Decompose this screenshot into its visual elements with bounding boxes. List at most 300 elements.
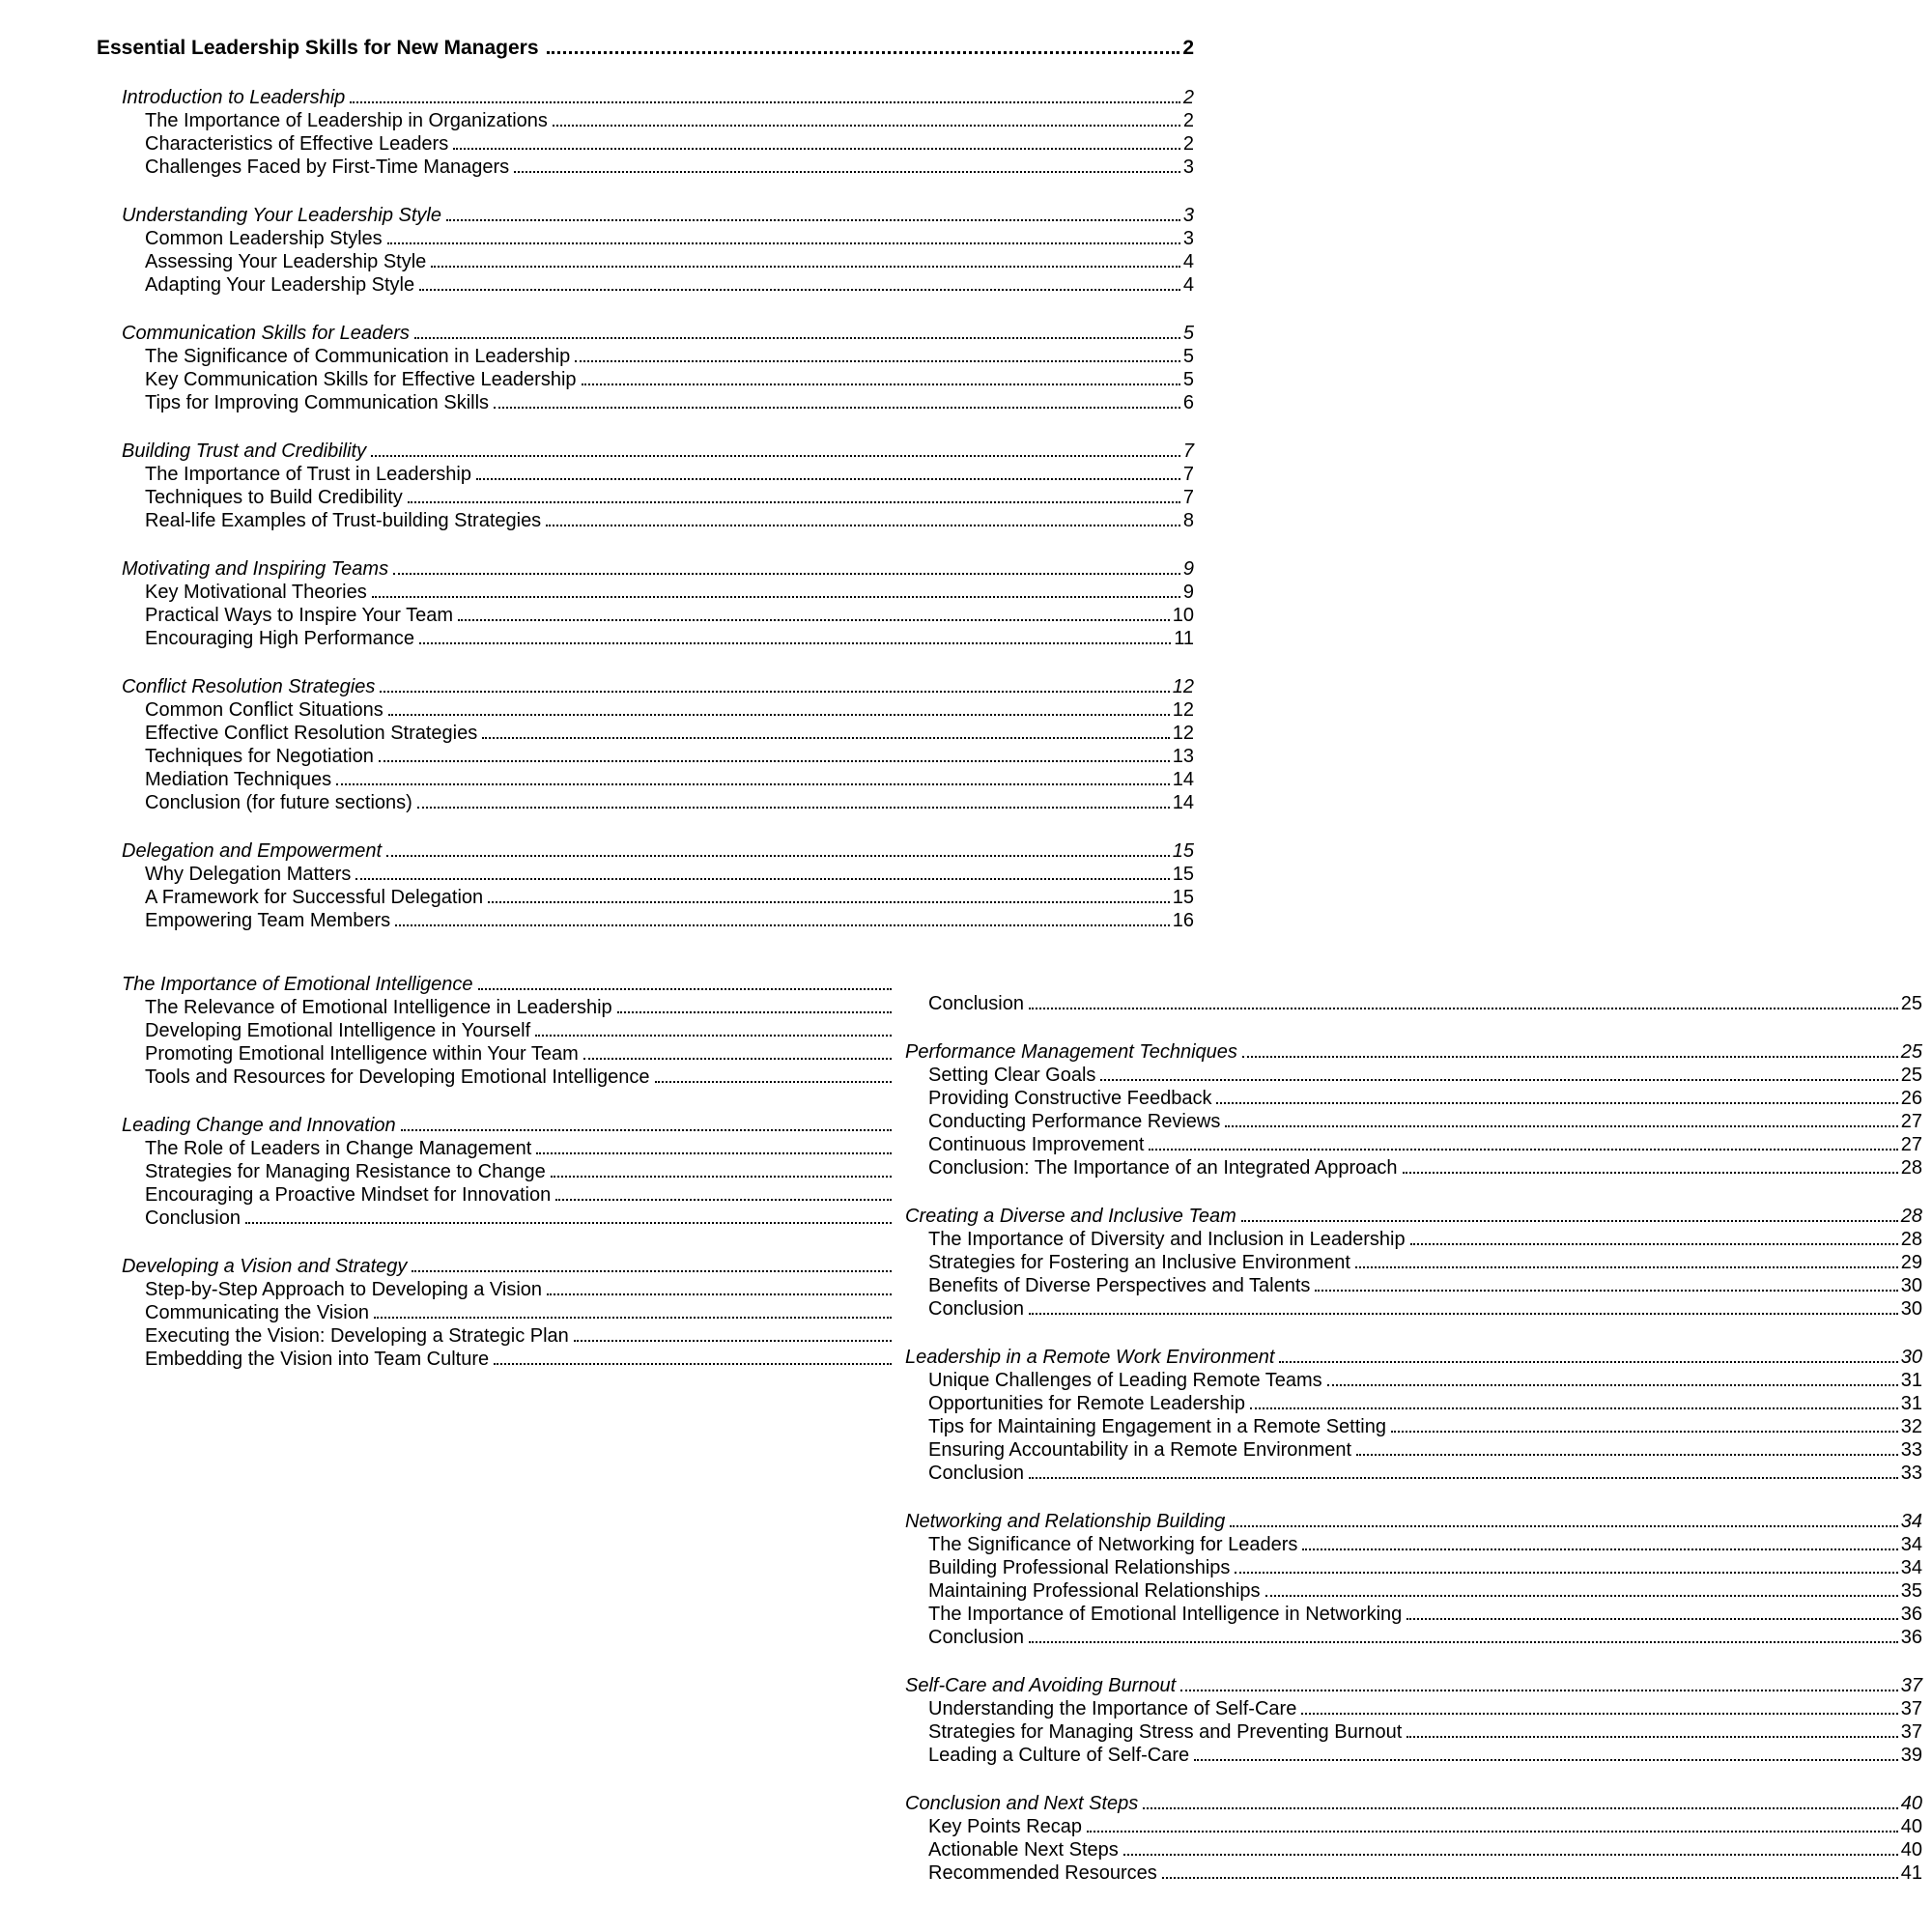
toc-sub-entry[interactable]	[928, 1111, 1922, 1134]
dot-leader	[1241, 1220, 1898, 1222]
toc-entry-label[interactable]: Motivating and Inspiring Teams	[122, 558, 389, 580]
dot-leader	[617, 1011, 892, 1013]
toc-entry-label[interactable]: Challenges Faced by First-Time Managers	[145, 156, 510, 178]
toc-page-number: 14	[1172, 769, 1194, 790]
toc-entry-label[interactable]: Understanding the Importance of Self-Care	[928, 1698, 1297, 1719]
toc-entry-label[interactable]: Strategies for Managing Stress and Preventing Burnout	[928, 1721, 1403, 1743]
toc-entry-label[interactable]: Tools and Resources for Developing Emotional Intelligence	[145, 1066, 650, 1088]
toc-entry-label[interactable]: Creating a Diverse and Inclusive Team	[905, 1206, 1236, 1227]
dot-leader	[476, 478, 1180, 480]
toc-sub-entry[interactable]	[928, 1275, 1922, 1298]
toc-sub-entry[interactable]	[145, 1325, 895, 1349]
toc-page-number: 2	[1182, 110, 1194, 131]
toc-entry-label[interactable]: A Framework for Successful Delegation	[145, 887, 484, 908]
toc-sub-entry[interactable]	[145, 1020, 895, 1043]
toc-entry-label[interactable]: Conclusion	[145, 1208, 241, 1229]
toc-entry-label[interactable]: Common Conflict Situations	[145, 699, 384, 721]
toc-page-number: 3	[1182, 156, 1194, 178]
toc-top-groups	[97, 87, 1194, 933]
dot-leader	[1216, 1102, 1897, 1104]
toc-group	[97, 974, 895, 1090]
dot-leader	[494, 407, 1180, 409]
dot-leader	[1403, 1172, 1898, 1174]
toc-entry-label[interactable]: Effective Conflict Resolution Strategies	[145, 723, 478, 744]
toc-group	[880, 1347, 1922, 1486]
toc-entry-label[interactable]: Empowering Team Members	[145, 910, 391, 931]
toc-entry-label[interactable]: The Significance of Networking for Leaders	[928, 1534, 1298, 1555]
toc-sub-entry[interactable]	[145, 746, 1194, 769]
toc-sub-entry[interactable]	[145, 133, 1194, 156]
toc-entry-label[interactable]: Common Leadership Styles	[145, 228, 383, 249]
dot-leader	[1230, 1525, 1897, 1527]
toc-sub-entry[interactable]	[928, 1816, 1922, 1839]
toc-sub-entry[interactable]	[928, 1839, 1922, 1862]
toc-group	[97, 676, 1194, 815]
toc-page-number: 35	[1900, 1580, 1922, 1602]
toc-sub-entry[interactable]	[145, 464, 1194, 487]
dot-leader	[371, 455, 1180, 457]
dot-leader	[1143, 1807, 1898, 1809]
toc-group	[97, 1256, 895, 1372]
dot-leader	[551, 1176, 892, 1178]
toc-page-number: 37	[1900, 1675, 1922, 1696]
toc-sub-entry[interactable]	[928, 1229, 1922, 1252]
toc-sub-entry[interactable]	[145, 723, 1194, 746]
dot-leader	[414, 337, 1180, 339]
toc-page-number: 3	[1182, 205, 1194, 226]
toc-section-entry[interactable]	[905, 1206, 1922, 1229]
toc-entry-label[interactable]: Conclusion: The Importance of an Integrated Approach	[928, 1157, 1398, 1179]
toc-entry-label[interactable]: Tips for Maintaining Engagement in a Remote Setting	[928, 1416, 1386, 1437]
toc-entry-label[interactable]: Continuous Improvement	[928, 1134, 1145, 1155]
toc-entry-label[interactable]: Delegation and Empowerment	[122, 840, 383, 862]
dot-leader	[388, 714, 1170, 716]
dot-leader	[655, 1081, 892, 1083]
toc-sub-entry[interactable]	[145, 769, 1194, 792]
toc-group	[97, 205, 1194, 298]
dot-leader	[1225, 1125, 1897, 1127]
toc-entry-label[interactable]: Understanding Your Leadership Style	[122, 205, 441, 226]
toc-sub-entry[interactable]	[145, 1184, 895, 1208]
toc-entry-label[interactable]: Encouraging High Performance	[145, 628, 415, 649]
toc-entry-label[interactable]: The Role of Leaders in Change Management	[145, 1138, 532, 1159]
toc-entry-label[interactable]: The Significance of Communication in Leadership	[145, 346, 571, 367]
dot-leader	[535, 1035, 892, 1037]
dot-leader	[1180, 1690, 1898, 1691]
toc-sub-entry[interactable]	[145, 1043, 895, 1066]
dot-leader	[245, 1222, 892, 1224]
toc-page-number: 29	[1900, 1252, 1922, 1273]
toc-sub-entry[interactable]	[928, 1065, 1922, 1088]
toc-sub-entry[interactable]	[928, 1862, 1922, 1886]
toc-entry-label[interactable]: Maintaining Professional Relationships	[928, 1580, 1261, 1602]
toc-page-number: 15	[1172, 840, 1194, 862]
toc-entry-label[interactable]: Actionable Next Steps	[928, 1839, 1119, 1861]
toc-page-number: 30	[1900, 1298, 1922, 1320]
toc-sub-entry[interactable]	[145, 156, 1194, 180]
dot-leader	[1029, 1477, 1898, 1479]
toc-sub-entry[interactable]	[145, 792, 1194, 815]
toc-entry-label[interactable]: Embedding the Vision into Team Culture	[145, 1349, 490, 1370]
toc-sub-entry[interactable]	[928, 1534, 1922, 1557]
toc-entry-label[interactable]: The Importance of Trust in Leadership	[145, 464, 471, 485]
dot-leader	[386, 855, 1170, 857]
dot-leader	[395, 924, 1170, 926]
toc-entry-label[interactable]: Conclusion	[928, 1298, 1024, 1320]
toc-page-number: 31	[1900, 1393, 1922, 1414]
toc-sub-entry[interactable]	[145, 582, 1194, 605]
toc-sub-entry[interactable]	[928, 1416, 1922, 1439]
toc-page-number: 4	[1182, 251, 1194, 272]
toc-page-number: 7	[1182, 440, 1194, 462]
toc-entry-label[interactable]: Performance Management Techniques	[905, 1041, 1237, 1063]
toc-page-number: 13	[1172, 746, 1194, 767]
toc-page-number: 34	[1900, 1511, 1922, 1532]
dot-leader	[1029, 1008, 1898, 1009]
toc-section-entry[interactable]	[122, 440, 1194, 464]
toc-entry-label[interactable]: Building Trust and Credibility	[122, 440, 367, 462]
toc-main-section	[97, 37, 1194, 933]
toc-page-number: 2	[1182, 37, 1194, 59]
dot-leader	[547, 51, 1180, 54]
toc-entry-label[interactable]: Conclusion	[928, 993, 1024, 1014]
toc-sub-entry[interactable]	[145, 1349, 895, 1372]
toc-entry-label[interactable]: Conclusion	[928, 1463, 1024, 1484]
dot-leader	[380, 691, 1169, 693]
dot-leader	[458, 619, 1170, 621]
toc-sub-entry[interactable]	[928, 1698, 1922, 1721]
toc-page-number: 16	[1172, 910, 1194, 931]
dot-leader	[1029, 1313, 1898, 1315]
dot-leader	[1406, 1618, 1897, 1620]
toc-page-number: 12	[1172, 699, 1194, 721]
toc-sub-entry[interactable]	[145, 110, 1194, 133]
dot-leader	[1250, 1407, 1898, 1409]
toc-page-number: 40	[1900, 1816, 1922, 1837]
dot-leader	[482, 737, 1170, 739]
toc-page-number: 5	[1182, 346, 1194, 367]
toc-section-entry[interactable]	[905, 1041, 1922, 1065]
dot-leader	[1029, 1641, 1898, 1643]
toc-section-entry[interactable]	[122, 1256, 895, 1279]
toc-entry-label[interactable]: The Importance of Emotional Intelligence	[122, 974, 473, 995]
toc-section-entry[interactable]	[122, 87, 1194, 110]
toc-sub-entry[interactable]	[928, 1745, 1922, 1768]
toc-page-number: 34	[1900, 1557, 1922, 1578]
toc-entry-label[interactable]: Mediation Techniques	[145, 769, 332, 790]
toc-entry-label[interactable]: Developing a Vision and Strategy	[122, 1256, 408, 1277]
toc-entry-label[interactable]: Encouraging a Proactive Mindset for Innovation	[145, 1184, 552, 1206]
toc-page-number: 15	[1172, 864, 1194, 885]
toc-page-number: 36	[1900, 1627, 1922, 1648]
toc-page-number: 30	[1900, 1275, 1922, 1296]
toc-entry-label[interactable]: Communication Skills for Leaders	[122, 323, 410, 344]
dot-leader	[1123, 1854, 1898, 1856]
toc-page-number: 11	[1174, 628, 1194, 649]
toc-sub-entry[interactable]	[145, 887, 1194, 910]
toc-page-number: 37	[1900, 1721, 1922, 1743]
toc-entry-label[interactable]: Step-by-Step Approach to Developing a Vision	[145, 1279, 543, 1300]
toc-sub-entry[interactable]	[145, 605, 1194, 628]
toc-section-entry[interactable]	[122, 974, 895, 997]
toc-sub-entry[interactable]	[928, 1370, 1922, 1393]
toc-entry-label[interactable]: The Importance of Leadership in Organizations	[145, 110, 548, 131]
toc-entry-label[interactable]: Setting Clear Goals	[928, 1065, 1096, 1086]
dot-leader	[1302, 1548, 1897, 1550]
toc-sub-entry[interactable]	[928, 1463, 1922, 1486]
dot-leader	[575, 360, 1180, 362]
toc-sub-entry[interactable]	[145, 392, 1194, 415]
dot-leader	[417, 807, 1170, 809]
toc-sub-entry[interactable]	[145, 1208, 895, 1231]
toc-entry-label[interactable]: Developing Emotional Intelligence in Yourself	[145, 1020, 531, 1041]
dot-leader	[1100, 1079, 1897, 1081]
toc-sub-entry[interactable]	[145, 864, 1194, 887]
toc-section-entry[interactable]	[905, 1511, 1922, 1534]
dot-leader	[1410, 1243, 1898, 1245]
dot-leader	[374, 1317, 892, 1319]
toc-page-number: 36	[1900, 1604, 1922, 1625]
dot-leader	[401, 1129, 892, 1131]
toc-entry-label[interactable]: Executing the Vision: Developing a Strategic Plan	[145, 1325, 569, 1347]
dot-leader	[547, 1293, 892, 1295]
toc-sub-entry[interactable]	[145, 1161, 895, 1184]
dot-leader	[1406, 1736, 1897, 1738]
toc-entry-label[interactable]: Self-Care and Avoiding Burnout	[905, 1675, 1177, 1696]
toc-page-number: 14	[1172, 792, 1194, 813]
toc-page-number: 25	[1900, 993, 1922, 1014]
dot-leader	[412, 1270, 892, 1272]
toc-section-entry[interactable]	[122, 676, 1194, 699]
dot-leader	[446, 219, 1180, 221]
dot-leader	[408, 501, 1180, 503]
toc-entry-label[interactable]: Providing Constructive Feedback	[928, 1088, 1212, 1109]
toc-entry-label[interactable]: Conflict Resolution Strategies	[122, 676, 376, 697]
toc-page-number: 3	[1182, 228, 1194, 249]
toc-sub-entry[interactable]	[145, 1138, 895, 1161]
toc-page-number: 25	[1900, 1041, 1922, 1063]
toc-sub-entry[interactable]	[145, 487, 1194, 510]
toc-sub-entry[interactable]	[928, 1627, 1922, 1650]
toc-page-number: 12	[1172, 676, 1194, 697]
toc-title-entry[interactable]	[97, 37, 1194, 62]
toc-page-number: 40	[1900, 1793, 1922, 1814]
dot-leader	[1194, 1759, 1898, 1761]
toc-sub-entry[interactable]	[928, 1134, 1922, 1157]
toc-section-entry[interactable]	[122, 840, 1194, 864]
toc-group	[97, 840, 1194, 933]
toc-sub-entry[interactable]	[145, 1066, 895, 1090]
dot-leader	[393, 573, 1180, 575]
dot-leader	[1315, 1290, 1897, 1292]
toc-entry-label[interactable]: Conducting Performance Reviews	[928, 1111, 1221, 1132]
toc-sub-entry[interactable]	[928, 1721, 1922, 1745]
dot-leader	[419, 289, 1180, 291]
dot-leader	[514, 171, 1180, 173]
toc-entry-label[interactable]: Promoting Emotional Intelligence within Your Team	[145, 1043, 579, 1065]
dot-leader	[553, 125, 1180, 127]
toc-section-entry[interactable]	[122, 205, 1194, 228]
dot-leader	[336, 783, 1170, 785]
toc-section-entry[interactable]	[122, 323, 1194, 346]
dot-leader	[1162, 1877, 1898, 1879]
toc-page-number: 32	[1900, 1416, 1922, 1437]
toc-sub-entry[interactable]	[928, 1393, 1922, 1416]
toc-entry-label[interactable]: Key Communication Skills for Effective Leadership	[145, 369, 577, 390]
toc-sub-entry[interactable]	[928, 993, 1922, 1016]
toc-entry-label[interactable]: Conclusion	[928, 1627, 1024, 1648]
toc-page-number: 4	[1182, 274, 1194, 296]
toc-sub-entry[interactable]	[145, 510, 1194, 533]
toc-sub-entry[interactable]	[145, 1279, 895, 1302]
toc-section-entry[interactable]	[122, 558, 1194, 582]
toc-page-number: 28	[1900, 1229, 1922, 1250]
toc-entry-label[interactable]: The Importance of Diversity and Inclusion in Leadership	[928, 1229, 1406, 1250]
dot-leader	[419, 642, 1171, 644]
toc-entry-label[interactable]: Practical Ways to Inspire Your Team	[145, 605, 454, 626]
toc-page-number: 7	[1182, 464, 1194, 485]
toc-group	[880, 1675, 1922, 1768]
toc-sub-entry[interactable]	[145, 346, 1194, 369]
toc-page-number: 5	[1182, 369, 1194, 390]
toc-sub-entry[interactable]	[928, 1088, 1922, 1111]
toc-entry-label[interactable]: Key Motivational Theories	[145, 582, 367, 603]
toc-page-number: 9	[1182, 558, 1194, 580]
toc-entry-label[interactable]: Adapting Your Leadership Style	[145, 274, 415, 296]
toc-page-number: 27	[1900, 1134, 1922, 1155]
toc-group	[880, 1041, 1922, 1180]
toc-page-number: 30	[1900, 1347, 1922, 1368]
toc-group	[97, 87, 1194, 180]
toc-group	[880, 1793, 1922, 1886]
toc-sub-entry[interactable]	[145, 699, 1194, 723]
toc-page-number: 5	[1182, 323, 1194, 344]
toc-entry-label[interactable]: Ensuring Accountability in a Remote Environment	[928, 1439, 1352, 1461]
toc-page-number: 25	[1900, 1065, 1922, 1086]
toc-page-number: 31	[1900, 1370, 1922, 1391]
toc-left-groups	[97, 974, 895, 1372]
toc-entry-label[interactable]: Introduction to Leadership	[122, 87, 346, 108]
toc-page-number: 9	[1182, 582, 1194, 603]
toc-entry-label[interactable]: Techniques to Build Credibility	[145, 487, 403, 508]
toc-sub-entry[interactable]	[145, 369, 1194, 392]
toc-entry-label[interactable]: Conclusion (for future sections)	[145, 792, 412, 813]
toc-entry-label[interactable]: Unique Challenges of Leading Remote Teams	[928, 1370, 1322, 1391]
toc-section-entry[interactable]	[905, 1793, 1922, 1816]
dot-leader	[1087, 1831, 1898, 1833]
toc-page-number: 33	[1900, 1463, 1922, 1484]
toc-sub-entry[interactable]	[145, 1302, 895, 1325]
toc-page-number: 12	[1172, 723, 1194, 744]
dot-leader	[536, 1152, 892, 1154]
dot-leader	[1235, 1572, 1897, 1574]
dot-leader	[350, 101, 1180, 103]
toc-entry-label[interactable]: Essential Leadership Skills for New Managers	[97, 37, 539, 59]
toc-page-number: 26	[1900, 1088, 1922, 1109]
toc-group	[97, 440, 1194, 533]
toc-entry-label[interactable]: Conclusion and Next Steps	[905, 1793, 1139, 1814]
toc-entry-label[interactable]: Strategies for Fostering an Inclusive Environment	[928, 1252, 1350, 1273]
toc-sub-entry[interactable]	[145, 274, 1194, 298]
toc-right-lead-items	[880, 993, 1922, 1016]
dot-leader	[431, 266, 1180, 268]
toc-entry-label[interactable]: Recommended Resources	[928, 1862, 1157, 1884]
toc-sub-entry[interactable]	[145, 228, 1194, 251]
toc-section-entry[interactable]	[905, 1675, 1922, 1698]
toc-group	[97, 323, 1194, 415]
toc-sub-entry[interactable]	[928, 1439, 1922, 1463]
toc-left-column	[97, 974, 895, 1372]
dot-leader	[494, 1363, 892, 1365]
toc-entry-label[interactable]: Benefits of Diverse Perspectives and Talents	[928, 1275, 1311, 1296]
toc-sub-entry[interactable]	[928, 1557, 1922, 1580]
toc-entry-label[interactable]: Why Delegation Matters	[145, 864, 352, 885]
dot-leader	[555, 1199, 892, 1201]
toc-page-number: 28	[1900, 1157, 1922, 1179]
toc-sub-entry[interactable]	[145, 628, 1194, 651]
toc-sub-entry[interactable]	[928, 1580, 1922, 1604]
toc-entry-label[interactable]: Real-life Examples of Trust-building Strategies	[145, 510, 542, 531]
toc-sub-entry[interactable]	[928, 1604, 1922, 1627]
toc-page-number: 40	[1900, 1839, 1922, 1861]
dot-leader	[1301, 1713, 1897, 1715]
toc-entry-label[interactable]: Key Points Recap	[928, 1816, 1082, 1837]
toc-sub-entry[interactable]	[145, 251, 1194, 274]
toc-entry-label[interactable]: Leadership in a Remote Work Environment	[905, 1347, 1275, 1368]
dot-leader	[1327, 1384, 1898, 1386]
toc-sub-entry[interactable]	[928, 1252, 1922, 1275]
toc-page-number: 39	[1900, 1745, 1922, 1766]
toc-page-number: 33	[1900, 1439, 1922, 1461]
toc-group	[880, 1511, 1922, 1650]
toc-page-number: 8	[1182, 510, 1194, 531]
toc-entry-label[interactable]: Assessing Your Leadership Style	[145, 251, 427, 272]
toc-entry-label[interactable]: Building Professional Relationships	[928, 1557, 1231, 1578]
toc-group	[97, 1115, 895, 1231]
dot-leader	[372, 596, 1180, 598]
toc-entry-label[interactable]: Strategies for Managing Resistance to Change	[145, 1161, 546, 1182]
toc-entry-label[interactable]: Communicating the Vision	[145, 1302, 369, 1323]
toc-entry-label[interactable]: Leading a Culture of Self-Care	[928, 1745, 1190, 1766]
toc-entry-label[interactable]: The Relevance of Emotional Intelligence in Leadership	[145, 997, 612, 1018]
toc-section-entry[interactable]	[905, 1347, 1922, 1370]
toc-sub-entry[interactable]	[928, 1298, 1922, 1321]
toc-page-number: 27	[1900, 1111, 1922, 1132]
dot-leader	[1355, 1266, 1898, 1268]
toc-group	[880, 1206, 1922, 1321]
dot-leader	[387, 242, 1180, 244]
dot-leader	[1242, 1056, 1898, 1058]
toc-page-number: 2	[1182, 87, 1194, 108]
toc-entry-label[interactable]: Opportunities for Remote Leadership	[928, 1393, 1245, 1414]
toc-entry-label[interactable]: Networking and Relationship Building	[905, 1511, 1226, 1532]
toc-entry-label[interactable]: Tips for Improving Communication Skills	[145, 392, 490, 413]
toc-section-entry[interactable]	[122, 1115, 895, 1138]
dot-leader	[1149, 1149, 1897, 1151]
toc-entry-label[interactable]: The Importance of Emotional Intelligence in Networking	[928, 1604, 1403, 1625]
toc-group	[97, 558, 1194, 651]
toc-page-number: 28	[1900, 1206, 1922, 1227]
toc-entry-label[interactable]: Leading Change and Innovation	[122, 1115, 396, 1136]
toc-sub-entry[interactable]	[928, 1157, 1922, 1180]
dot-leader	[582, 384, 1180, 385]
toc-entry-label[interactable]: Techniques for Negotiation	[145, 746, 374, 767]
toc-entry-label[interactable]: Characteristics of Effective Leaders	[145, 133, 449, 155]
dot-leader	[1356, 1454, 1898, 1456]
toc-page-number: 2	[1182, 133, 1194, 155]
toc-sub-entry[interactable]	[145, 997, 895, 1020]
toc-sub-entry[interactable]	[145, 910, 1194, 933]
